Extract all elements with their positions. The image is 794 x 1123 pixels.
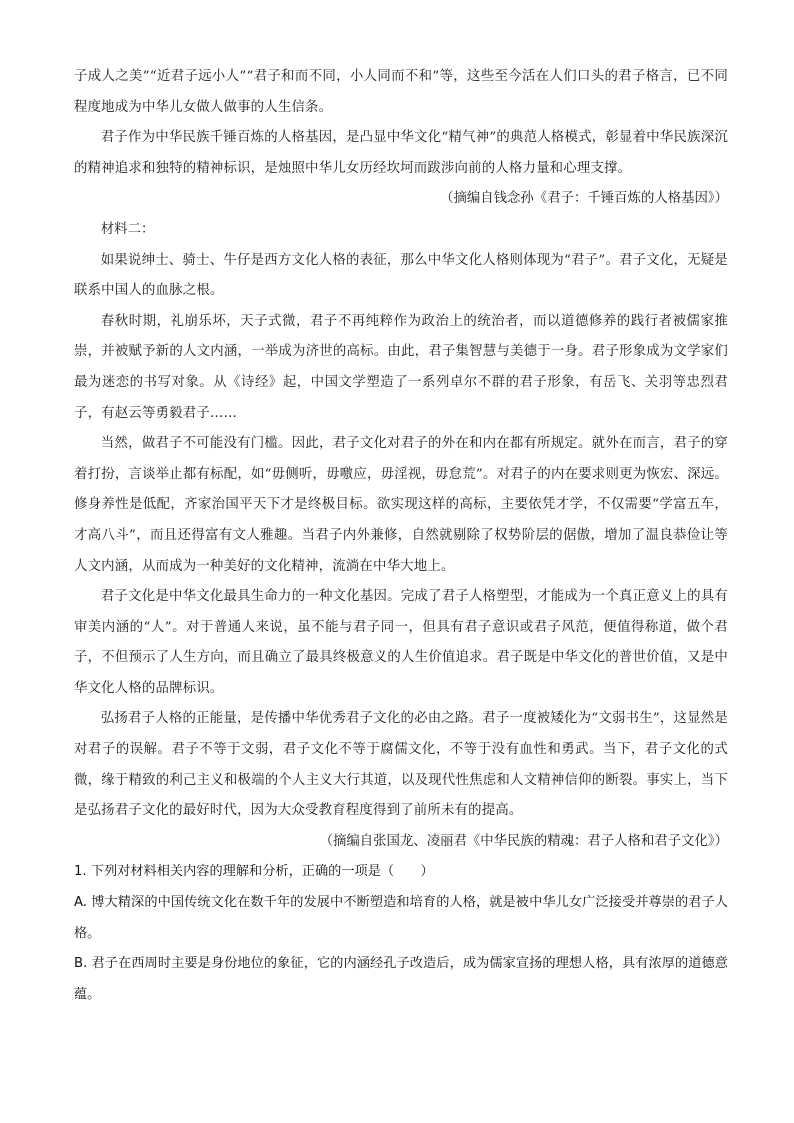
question-1-stem: 1. 下列对材料相关内容的理解和分析，正确的一项是（ ） bbox=[74, 864, 434, 880]
material2-paragraph-4: 君子文化是中华文化最具生命力的一种文化基因。完成了君子人格塑型，才能成为一个真正意义上的具有审美内涵的“人”。对于普通人来说，虽不能与君子同一，但具有君子意识或君子风范，便值得称道，做个君子，不但预示了人生方向，而且确立了最具终极意义的人生价值追求。君子既是中华文化的普世价值，又是中华文化人格的品牌标识。 bbox=[74, 589, 728, 696]
document-page bbox=[74, 62, 728, 1010]
material2-label: 材料二： bbox=[100, 221, 155, 237]
question-1-option-a: A. 博大精深的中国传统文化在数千年的发展中不断塑造和培育的人格，就是被中华儿女广泛接受并尊崇的君子人格。 bbox=[74, 895, 728, 941]
material2-paragraph-1: 如果说绅士、骑士、牛仔是西方文化人格的表征，那么中华文化人格则体现为“君子”。君子文化，无疑是联系中国人的血脉之根。 bbox=[74, 252, 728, 299]
material2-paragraph-3: 当然，做君子不可能没有门槛。因此，君子文化对君子的外在和内在都有所规定。就外在而言，君子的穿着打扮，言谈举止都有标配，如“毋侧听，毋噭应，毋淫视，毋怠荒”。对君子的内在要求则更为恢宏、深远。修身养性是低配，齐家治国平天下才是终极目标。欲实现这样的高标，主要依凭才学，不仅需要“学富五车，才高八斗”，而且还得富有文人雅趣。当君子内外兼修，自然就剔除了权势阶层的倨傲，增加了温良恭俭让等人文内涵，从而成为一种美好的文化精神，流淌在中华大地上。 bbox=[74, 436, 728, 574]
material1-source: （摘编自钱念孙《君子：千锤百炼的人格基因》） bbox=[440, 191, 728, 207]
material2-paragraph-5: 弘扬君子人格的正能量，是传播中华优秀君子文化的必由之路。君子一度被矮化为“文弱书生”，这显然是对君子的误解。君子不等于文弱，君子文化不等于腐儒文化，不等于没有血性和勇武。当下，君子文化的式微，缘于精致的利己主义和极端的个人主义大行其道，以及现代性焦虑和人文精神信仰的断裂。事实上，当下是弘扬君子文化的最好时代，因为大众受教育程度得到了前所未有的提高。 bbox=[74, 711, 728, 819]
material2-source: （摘编自张国龙、凌丽君《中华民族的精魂：君子人格和君子文化》） bbox=[319, 833, 728, 849]
question-1-option-b: B. 君子在西周时主要是身份地位的象征，它的内涵经孔子改造后，成为儒家宣扬的理想人格，具有浓厚的道德意蕴。 bbox=[74, 956, 728, 1002]
material2-paragraph-2: 春秋时期，礼崩乐坏，天子式微，君子不再纯粹作为政治上的统治者，而以道德修养的践行者被儒家推崇，并被赋予新的人文内涵，一举成为济世的高标。由此，君子集智慧与美德于一身。君子形象成为文学家们最为迷恋的书写对象。从《诗经》起，中国文学塑造了一系列卓尔不群的君子形象，有岳飞、关羽等忠烈君子，有赵云等勇毅君子…… bbox=[74, 313, 728, 421]
material1-paragraph-2: 君子作为中华民族千锤百炼的人格基因，是凸显中华文化“精气神”的典范人格模式，彰显着中华民族深沉的精神追求和独特的精神标识，是烛照中华儿女历经坎坷而跋涉向前的人格力量和心理支撑。 bbox=[74, 130, 728, 176]
material1-paragraph-1: 子成人之美”“近君子远小人”“君子和而不同，小人同而不和”等，这些至今活在人们口头的君子格言，已不同程度地成为中华儿女做人做事的人生信条。 bbox=[74, 69, 728, 115]
